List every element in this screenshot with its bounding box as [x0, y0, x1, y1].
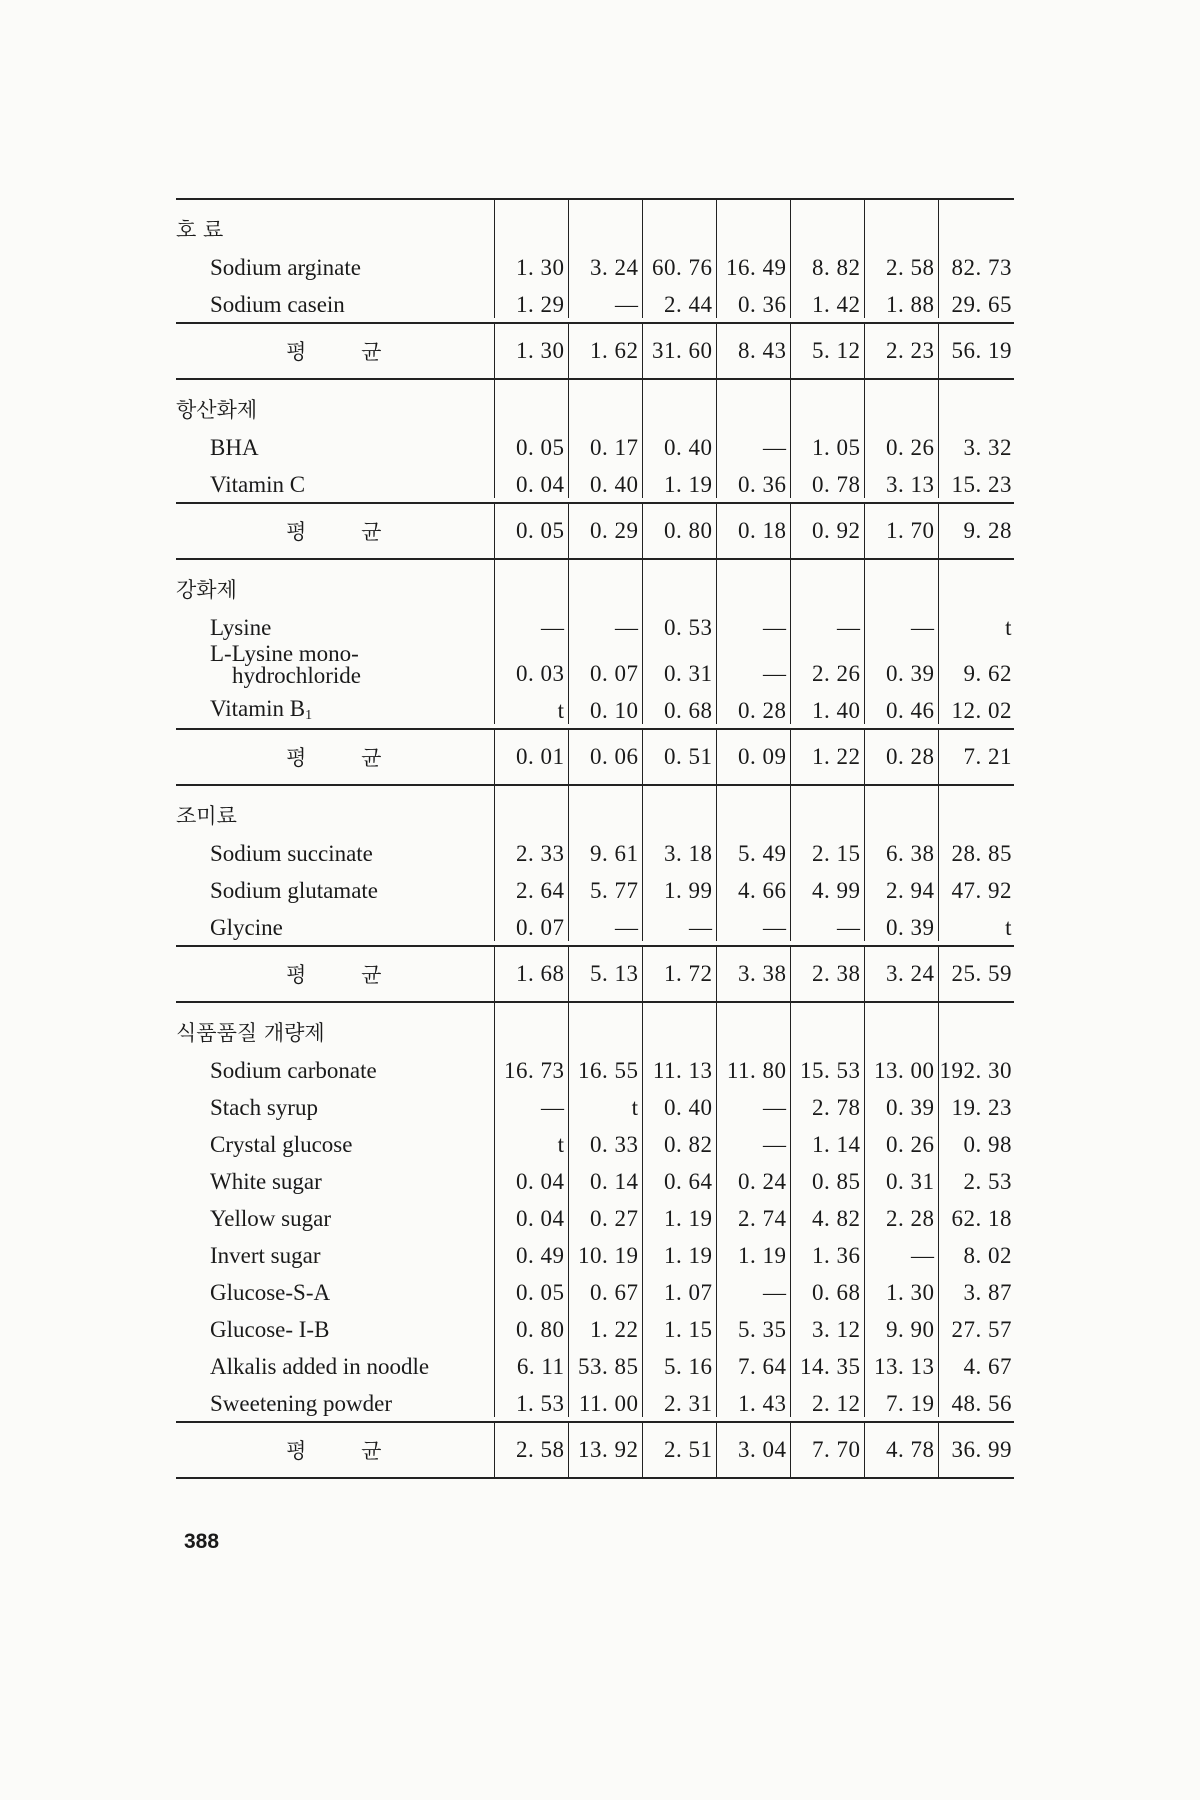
value-cell: 62. 18	[951, 1206, 1012, 1231]
value-cell: 192. 30	[939, 1058, 1012, 1083]
average-row	[176, 503, 1014, 559]
value-cell: 2. 58	[864, 244, 938, 281]
table-row	[176, 687, 1014, 724]
value-cell: 3. 12	[790, 1306, 864, 1343]
value-cell: 1. 36	[790, 1232, 864, 1269]
value-cell: 2. 38	[790, 946, 864, 1002]
value-cell: 0. 18	[716, 503, 790, 559]
value-cell	[790, 379, 864, 424]
value-cell: 0. 04	[494, 1158, 568, 1195]
value-cell: 2. 33	[494, 830, 568, 867]
value-cell: 0. 14	[568, 1158, 642, 1195]
item-label: Sodium arginate	[210, 255, 361, 280]
value-cell: 13. 92	[568, 1422, 642, 1478]
value-cell: 0. 36	[716, 461, 790, 498]
value-cell	[494, 559, 568, 604]
value-cell: 0. 04	[494, 461, 568, 498]
value-cell: 12. 02	[951, 698, 1012, 723]
value-cell: 0. 36	[716, 281, 790, 318]
value-cell: 3. 32	[963, 435, 1012, 460]
value-cell: 2. 51	[642, 1422, 716, 1478]
value-cell: 1. 53	[494, 1380, 568, 1417]
category-label: 강화제	[176, 578, 237, 602]
value-cell: 1. 30	[864, 1269, 938, 1306]
value-cell: 0. 28	[716, 687, 790, 724]
value-cell: 0. 46	[864, 687, 938, 724]
item-label: Invert sugar	[210, 1243, 321, 1268]
value-cell: 4. 99	[790, 867, 864, 904]
value-cell: —	[494, 604, 568, 641]
item-label: White sugar	[210, 1169, 322, 1194]
item-label: Sodium carbonate	[210, 1058, 377, 1083]
value-cell: 1. 19	[642, 1232, 716, 1269]
value-cell: 6. 38	[864, 830, 938, 867]
value-cell: —	[568, 604, 642, 641]
value-cell: 0. 80	[494, 1306, 568, 1343]
category-label: 조미료	[176, 804, 237, 828]
value-cell: —	[716, 1084, 790, 1121]
table-row	[176, 461, 1014, 498]
value-cell: 0. 51	[642, 729, 716, 785]
table-row	[176, 244, 1014, 281]
value-cell: 15. 23	[951, 472, 1012, 497]
value-cell: 0. 80	[642, 503, 716, 559]
value-cell: 48. 56	[951, 1391, 1012, 1416]
item-label: Sodium succinate	[210, 841, 373, 866]
value-cell: 2. 58	[494, 1422, 568, 1478]
value-cell: 1. 30	[494, 244, 568, 281]
value-cell: 0. 31	[642, 641, 716, 687]
value-cell	[938, 559, 1014, 604]
item-label-line1: L-Lysine mono-	[210, 641, 359, 666]
item-label-subscript: 1	[305, 708, 313, 723]
item-label: Vitamin C	[210, 472, 306, 497]
table-row	[176, 1343, 1014, 1380]
value-cell: 0. 10	[568, 687, 642, 724]
value-cell: 31. 60	[642, 323, 716, 379]
value-cell: 16. 55	[568, 1047, 642, 1084]
value-cell: 0. 09	[716, 729, 790, 785]
value-cell: 0. 05	[494, 424, 568, 461]
value-cell: 2. 28	[864, 1195, 938, 1232]
value-cell: t	[494, 1121, 568, 1158]
value-cell: 25. 59	[938, 946, 1014, 1002]
value-cell	[494, 379, 568, 424]
value-cell: 7. 70	[790, 1422, 864, 1478]
item-label: Glycine	[210, 915, 283, 940]
value-cell	[938, 379, 1014, 424]
value-cell: 2. 31	[642, 1380, 716, 1417]
value-cell: —	[864, 1232, 938, 1269]
value-cell: t	[1005, 615, 1012, 640]
category-row	[176, 559, 1014, 604]
item-label: Crystal glucose	[210, 1132, 353, 1157]
item-label: Stach syrup	[210, 1095, 318, 1120]
value-cell: 0. 33	[568, 1121, 642, 1158]
value-cell: 11. 80	[716, 1047, 790, 1084]
value-cell	[716, 379, 790, 424]
value-cell: 0. 40	[568, 461, 642, 498]
value-cell: 9. 28	[938, 503, 1014, 559]
value-cell: 2. 74	[716, 1195, 790, 1232]
value-cell	[642, 1002, 716, 1047]
table-row	[176, 1084, 1014, 1121]
value-cell: 1. 29	[494, 281, 568, 318]
item-label: Glucose-S-A	[210, 1280, 331, 1305]
value-cell: 2. 94	[864, 867, 938, 904]
value-cell: 2. 26	[790, 641, 864, 687]
value-cell	[790, 559, 864, 604]
item-label	[176, 641, 494, 687]
value-cell: 0. 85	[790, 1158, 864, 1195]
value-cell	[642, 379, 716, 424]
value-cell	[494, 1002, 568, 1047]
value-cell	[716, 1002, 790, 1047]
value-cell	[568, 1002, 642, 1047]
value-cell: 0. 05	[494, 1269, 568, 1306]
value-cell: 1. 99	[642, 867, 716, 904]
value-cell: 8. 43	[716, 323, 790, 379]
value-cell: 6. 11	[494, 1343, 568, 1380]
value-cell: 0. 07	[568, 641, 642, 687]
value-cell	[568, 199, 642, 244]
category-label: 식품품질 개량제	[176, 1021, 325, 1045]
average-row	[176, 1422, 1014, 1478]
value-cell	[864, 1002, 938, 1047]
value-cell: 4. 82	[790, 1195, 864, 1232]
value-cell: 13. 13	[864, 1343, 938, 1380]
value-cell	[568, 785, 642, 830]
value-cell: 1. 19	[642, 1195, 716, 1232]
value-cell: 1. 15	[642, 1306, 716, 1343]
value-cell: 2. 64	[494, 867, 568, 904]
value-cell: 2. 44	[642, 281, 716, 318]
value-cell: 60. 76	[642, 244, 716, 281]
value-cell	[938, 1002, 1014, 1047]
value-cell: 11. 00	[568, 1380, 642, 1417]
value-cell: 0. 68	[790, 1269, 864, 1306]
value-cell: 15. 53	[790, 1047, 864, 1084]
value-cell: 0. 31	[864, 1158, 938, 1195]
value-cell: 2. 53	[963, 1169, 1012, 1194]
value-cell: 0. 07	[494, 904, 568, 941]
value-cell: 5. 35	[716, 1306, 790, 1343]
value-cell	[790, 785, 864, 830]
value-cell: 7. 19	[864, 1380, 938, 1417]
value-cell: 2. 78	[790, 1084, 864, 1121]
value-cell: 0. 78	[790, 461, 864, 498]
value-cell: 16. 73	[494, 1047, 568, 1084]
value-cell: 0. 04	[494, 1195, 568, 1232]
value-cell: 9. 62	[963, 661, 1012, 686]
value-cell: —	[790, 604, 864, 641]
value-cell	[642, 559, 716, 604]
value-cell: 1. 70	[864, 503, 938, 559]
value-cell: 56. 19	[938, 323, 1014, 379]
value-cell: —	[716, 641, 790, 687]
value-cell: 2. 12	[790, 1380, 864, 1417]
value-cell: 1. 43	[716, 1380, 790, 1417]
table-row	[176, 1269, 1014, 1306]
value-cell: 29. 65	[951, 292, 1012, 317]
value-cell: —	[642, 904, 716, 941]
table-row	[176, 1306, 1014, 1343]
item-label	[176, 687, 494, 724]
value-cell: t	[1005, 915, 1012, 940]
value-cell: —	[716, 1269, 790, 1306]
table-row	[176, 1380, 1014, 1417]
value-cell: 0. 39	[864, 1084, 938, 1121]
value-cell: 0. 40	[642, 1084, 716, 1121]
value-cell: 1. 30	[494, 323, 568, 379]
item-label: Lysine	[210, 615, 272, 640]
value-cell	[716, 199, 790, 244]
average-label: 평 균	[176, 1422, 494, 1478]
value-cell: 5. 12	[790, 323, 864, 379]
value-cell	[864, 785, 938, 830]
value-cell	[716, 559, 790, 604]
value-cell	[716, 785, 790, 830]
value-cell: —	[716, 904, 790, 941]
item-label: Alkalis added in noodle	[210, 1354, 430, 1379]
value-cell: 1. 68	[494, 946, 568, 1002]
category-row	[176, 1002, 1014, 1047]
value-cell: 2. 23	[864, 323, 938, 379]
value-cell: 4. 78	[864, 1422, 938, 1478]
value-cell: —	[716, 604, 790, 641]
value-cell: 5. 16	[642, 1343, 716, 1380]
value-cell: 3. 24	[568, 244, 642, 281]
value-cell	[864, 559, 938, 604]
item-label: Sodium glutamate	[210, 878, 379, 903]
value-cell: 0. 39	[864, 904, 938, 941]
value-cell	[864, 199, 938, 244]
value-cell: t	[494, 687, 568, 724]
value-cell: 3. 13	[864, 461, 938, 498]
table-body	[176, 199, 1014, 1478]
value-cell: 47. 92	[951, 878, 1012, 903]
value-cell: 19. 23	[951, 1095, 1012, 1120]
value-cell: 0. 53	[642, 604, 716, 641]
table-row	[176, 1047, 1014, 1084]
value-cell: 1. 40	[790, 687, 864, 724]
value-cell: 7. 64	[716, 1343, 790, 1380]
category-row	[176, 199, 1014, 244]
value-cell: —	[568, 281, 642, 318]
value-cell: 0. 92	[790, 503, 864, 559]
value-cell: 0. 68	[642, 687, 716, 724]
value-cell: 9. 61	[568, 830, 642, 867]
value-cell: 1. 19	[716, 1232, 790, 1269]
value-cell: 10. 19	[568, 1232, 642, 1269]
value-cell: 1. 07	[642, 1269, 716, 1306]
value-cell: 0. 06	[568, 729, 642, 785]
item-label: BHA	[210, 435, 259, 460]
average-row	[176, 729, 1014, 785]
value-cell: 1. 14	[790, 1121, 864, 1158]
value-cell: 82. 73	[951, 255, 1012, 280]
value-cell: 1. 42	[790, 281, 864, 318]
value-cell: 1. 72	[642, 946, 716, 1002]
value-cell	[938, 199, 1014, 244]
value-cell: 36. 99	[938, 1422, 1014, 1478]
value-cell: 3. 87	[963, 1280, 1012, 1305]
value-cell: 8. 02	[963, 1243, 1012, 1268]
category-label: 호 료	[176, 199, 494, 244]
value-cell: 0. 26	[864, 424, 938, 461]
value-cell: 0. 64	[642, 1158, 716, 1195]
table-row	[176, 424, 1014, 461]
table-row	[176, 867, 1014, 904]
value-cell: t	[568, 1084, 642, 1121]
value-cell: 0. 17	[568, 424, 642, 461]
value-cell: 13. 00	[864, 1047, 938, 1084]
value-cell: 5. 49	[716, 830, 790, 867]
value-cell: 0. 24	[716, 1158, 790, 1195]
value-cell: 1. 05	[790, 424, 864, 461]
additive-table	[176, 198, 1014, 1479]
item-label-line2: hydrochloride	[232, 663, 362, 688]
category-row	[176, 785, 1014, 830]
value-cell: 1. 88	[864, 281, 938, 318]
value-cell: 8. 82	[790, 244, 864, 281]
value-cell: 0. 27	[568, 1195, 642, 1232]
average-row	[176, 323, 1014, 379]
value-cell: 0. 29	[568, 503, 642, 559]
value-cell: 0. 39	[864, 641, 938, 687]
table-row	[176, 281, 1014, 318]
category-label: 항산화제	[176, 398, 258, 422]
value-cell: 1. 62	[568, 323, 642, 379]
table-row	[176, 830, 1014, 867]
value-cell: 0. 67	[568, 1269, 642, 1306]
value-cell: 0. 82	[642, 1121, 716, 1158]
table-row	[176, 1121, 1014, 1158]
value-cell	[790, 1002, 864, 1047]
table-row	[176, 604, 1014, 641]
value-cell: 28. 85	[951, 841, 1012, 866]
table-row	[176, 641, 1014, 687]
table-row	[176, 904, 1014, 941]
category-row	[176, 379, 1014, 424]
value-cell: 0. 40	[642, 424, 716, 461]
value-cell	[642, 785, 716, 830]
value-cell	[494, 785, 568, 830]
item-label: Yellow sugar	[210, 1206, 331, 1231]
value-cell	[642, 199, 716, 244]
page-number: 388	[184, 1530, 220, 1553]
value-cell: 11. 13	[642, 1047, 716, 1084]
value-cell: 1. 19	[642, 461, 716, 498]
value-cell: 14. 35	[790, 1343, 864, 1380]
value-cell: 3. 24	[864, 946, 938, 1002]
value-cell: 5. 77	[568, 867, 642, 904]
value-cell: 0. 05	[494, 503, 568, 559]
value-cell: 0. 26	[864, 1121, 938, 1158]
average-row	[176, 946, 1014, 1002]
average-label: 평 균	[176, 946, 494, 1002]
value-cell	[494, 199, 568, 244]
value-cell: —	[568, 904, 642, 941]
value-cell: 3. 18	[642, 830, 716, 867]
value-cell: —	[864, 604, 938, 641]
value-cell: 5. 13	[568, 946, 642, 1002]
value-cell: 9. 90	[864, 1306, 938, 1343]
value-cell	[790, 199, 864, 244]
value-cell: 0. 28	[864, 729, 938, 785]
value-cell	[938, 785, 1014, 830]
value-cell: 53. 85	[568, 1343, 642, 1380]
value-cell: 0. 49	[494, 1232, 568, 1269]
item-label: Sodium casein	[210, 292, 345, 317]
value-cell: 0. 03	[494, 641, 568, 687]
value-cell: 0. 01	[494, 729, 568, 785]
value-cell	[568, 379, 642, 424]
table-row	[176, 1158, 1014, 1195]
item-label-text: Vitamin B	[210, 696, 306, 721]
value-cell	[568, 559, 642, 604]
item-label: Glucose- I-B	[210, 1317, 330, 1342]
average-label: 평 균	[176, 323, 494, 379]
table-row	[176, 1195, 1014, 1232]
value-cell: 7. 21	[938, 729, 1014, 785]
value-cell: —	[790, 904, 864, 941]
average-label: 평 균	[176, 503, 494, 559]
value-cell: —	[716, 424, 790, 461]
value-cell: —	[716, 1121, 790, 1158]
value-cell: 1. 22	[568, 1306, 642, 1343]
value-cell	[864, 379, 938, 424]
value-cell: 27. 57	[951, 1317, 1012, 1342]
value-cell: 2. 15	[790, 830, 864, 867]
value-cell: —	[494, 1084, 568, 1121]
value-cell: 0. 98	[963, 1132, 1012, 1157]
value-cell: 3. 04	[716, 1422, 790, 1478]
value-cell: 4. 67	[963, 1354, 1012, 1379]
item-label: Sweetening powder	[210, 1391, 393, 1416]
table-row	[176, 1232, 1014, 1269]
value-cell: 1. 22	[790, 729, 864, 785]
value-cell: 4. 66	[716, 867, 790, 904]
value-cell: 16. 49	[716, 244, 790, 281]
average-label: 평 균	[176, 729, 494, 785]
value-cell: 3. 38	[716, 946, 790, 1002]
